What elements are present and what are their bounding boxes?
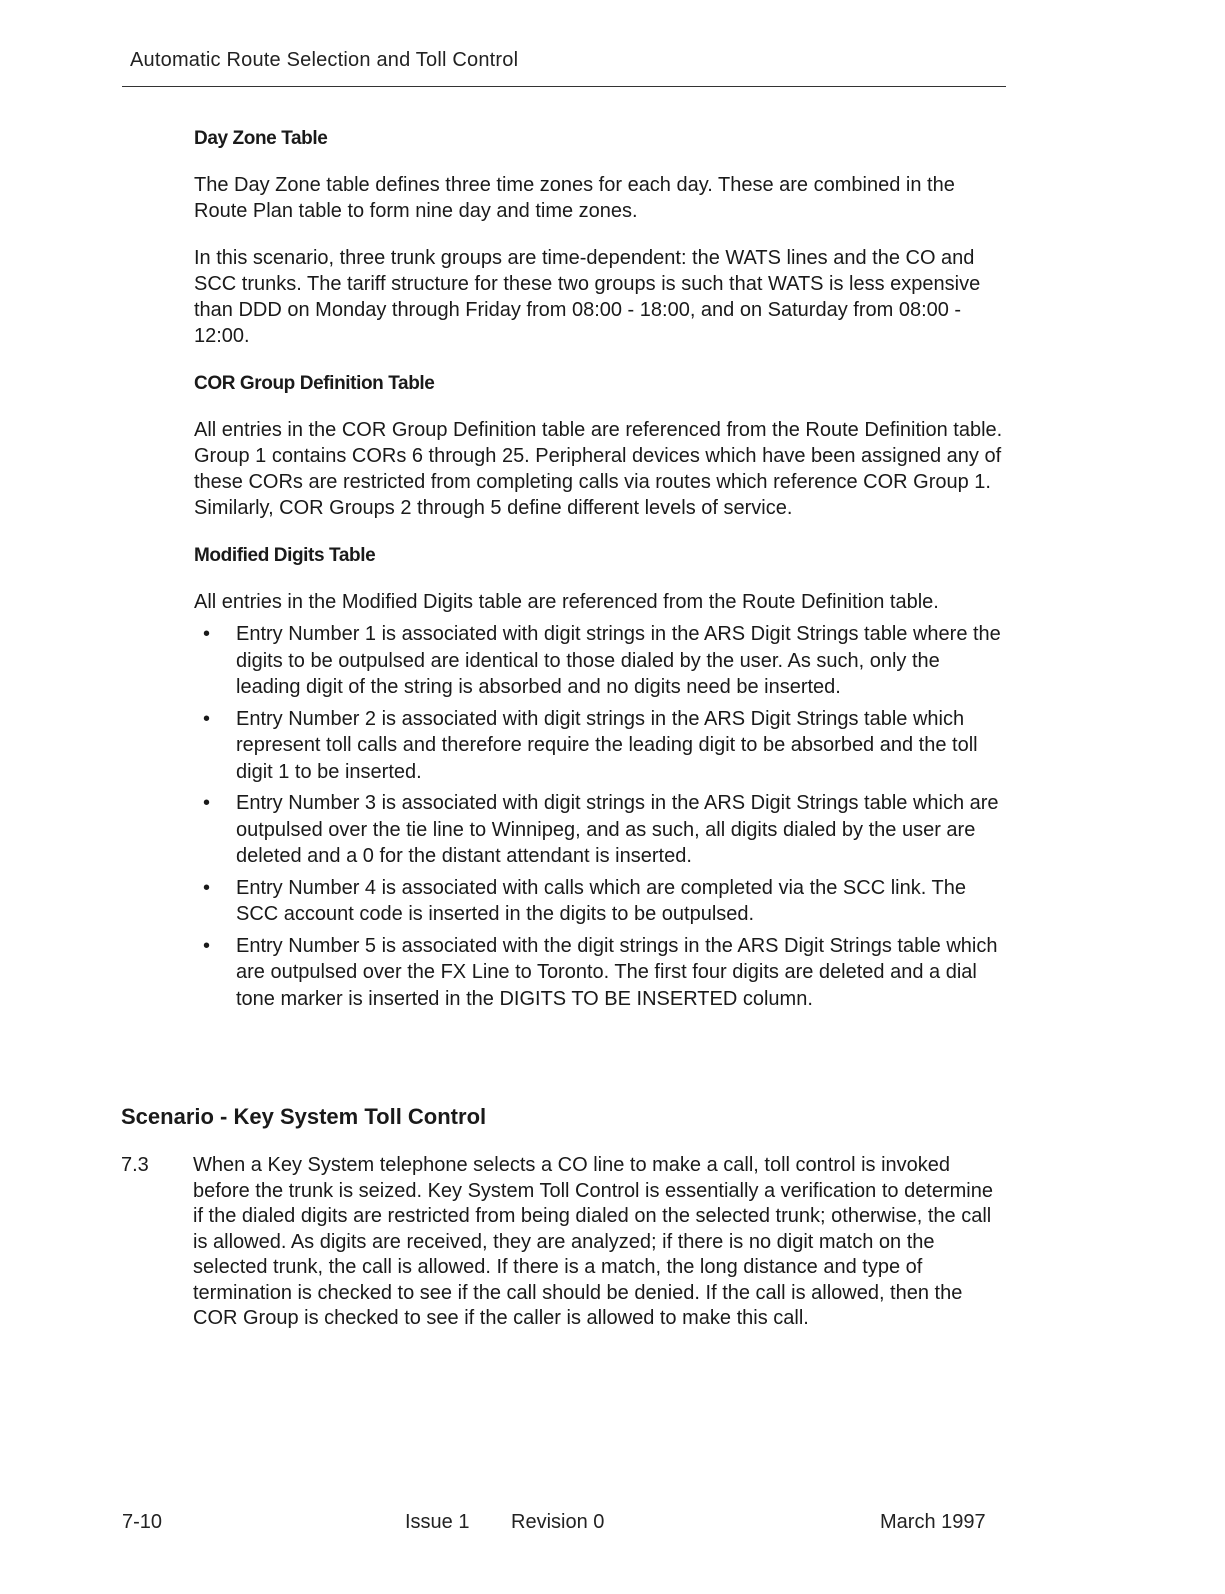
cor-group-paragraph: All entries in the COR Group Definition table are referenced from the Route Definition table. Group 1 contains CORs 6 through 25. Peripheral devices which have been assigned any of these CORs are restricted from completing calls via routes which reference COR Group 1. Similarly, COR Groups 2 through 5 define different levels of service. <box>194 419 1003 519</box>
day-zone-paragraph-1: The Day Zone table defines three time zones for each day. These are combined in the Route Plan table to form nine day and time zones. <box>194 174 955 222</box>
list-item-text: Entry Number 5 is associated with the digit strings in the ARS Digit Strings table which are outpulsed over the FX Line to Toronto. The first four digits are deleted and a dial tone marker is inserted in the DIGITS TO BE INSERTED column. <box>236 934 998 1010</box>
footer-revision: Revision 0 <box>511 1511 605 1533</box>
scenario-numbered-paragraph <box>121 1153 1006 1332</box>
running-header-title: Automatic Route Selection and Toll Control <box>130 49 519 71</box>
list-item <box>194 875 1004 928</box>
list-item-text: Entry Number 4 is associated with calls which are completed via the SCC link. The SCC account code is inserted in the digits to be outpulsed. <box>236 876 966 925</box>
bullet-icon: • <box>203 792 211 814</box>
footer-page-number: 7-10 <box>122 1511 163 1533</box>
list-item <box>194 933 1004 1013</box>
list-item-text: Entry Number 2 is associated with digit strings in the ARS Digit Strings table which represent toll calls and therefore require the leading digit to be absorbed and the toll digit 1 to be inserted. <box>236 707 978 783</box>
list-item <box>194 621 1004 701</box>
footer-issue: Issue 1 <box>405 1511 470 1533</box>
list-item-text: Entry Number 3 is associated with digit strings in the ARS Digit Strings table which are outpulsed over the tie line to Winnipeg, and as such, all digits dialed by the user are deleted and a 0 for the distant attendant is inserted. <box>236 792 999 867</box>
bullet-icon: • <box>203 707 211 730</box>
list-item <box>194 790 1004 870</box>
scenario-paragraph-text: When a Key System telephone selects a CO line to make a call, toll control is invoked before the trunk is seized. Key System Toll Control is essentially a verification to determine if the dialed digits are restricted from being dialed on the selected trunk; otherwise, the call is allowed. As digits are received, they are analyzed; if there is no digit match on the selected trunk, the call is allowed. If there is a match, the long distance and type of termination is checked to see if the call should be denied. If the call is allowed, then the COR Group is checked to see if the caller is allowed to make this call. <box>193 1154 993 1329</box>
day-zone-heading: Day Zone Table <box>194 128 328 149</box>
footer-date: March 1997 <box>880 1511 986 1533</box>
scenario-heading: Scenario - Key System Toll Control <box>121 1104 487 1129</box>
header-rule <box>122 86 1006 87</box>
modified-digits-heading: Modified Digits Table <box>194 545 376 566</box>
main-content <box>194 128 1004 1017</box>
bullet-icon: • <box>203 876 211 899</box>
list-item <box>194 706 1004 786</box>
paragraph-number: 7.3 <box>121 1154 149 1176</box>
list-item-text: Entry Number 1 is associated with digit strings in the ARS Digit Strings table where the digits to be outpulsed are identical to those dialed by the user. As such, only the leading digit of the string is absorbed and no digits need be inserted. <box>236 623 1001 698</box>
bullet-icon: • <box>203 934 211 957</box>
modified-digits-intro: All entries in the Modified Digits table are referenced from the Route Definition table. <box>194 591 939 613</box>
modified-digits-list <box>194 621 1004 1012</box>
cor-group-heading: COR Group Definition Table <box>194 373 435 394</box>
day-zone-paragraph-2: In this scenario, three trunk groups are time-dependent: the WATS lines and the CO and SCC trunks. The tariff structure for these two groups is such that WATS is less expensive than DDD on Monday through Friday from 08:00 - 18:00, and on Saturday from 08:00 - 12:00. <box>194 247 981 347</box>
bullet-icon: • <box>203 623 211 645</box>
